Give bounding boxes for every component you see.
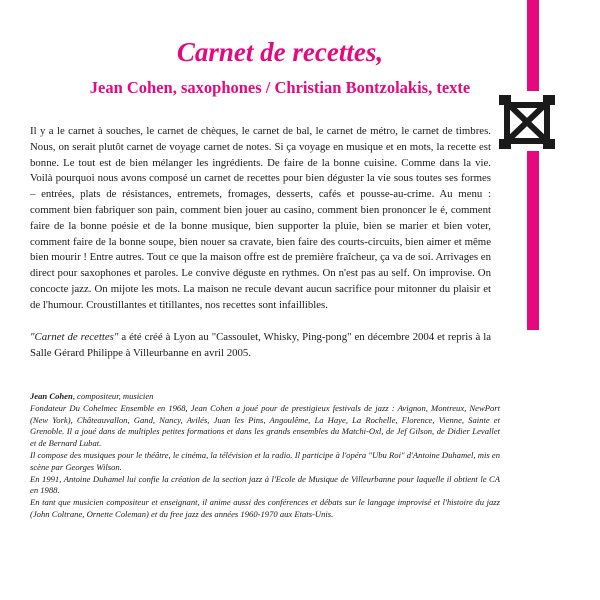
bio-paragraph: Il compose des musiques pour le théâtre, le cinéma, la télévision et la radio. Il participe à l'opéra "Ubu Roi" d'Antoine Duhamel, mis en scène par Georges Wilson. xyxy=(30,449,500,472)
creation-credit xyxy=(30,330,491,362)
bio-paragraph: En tant que musicien compositeur et enseignant, il anime aussi des conférences et débats sur le langage improvisé et l'histoire du jazz (John Coltrane, Ornette Coleman) et du free jazz des années 1960-1970 aux Etats-Unis. xyxy=(30,497,500,519)
bio-paragraph: En 1991, Antoine Duhamel lui confie la création de la section jazz à l'Ecole de Musique de Villeurbanne pour laquelle il obtient le CA en 1988. xyxy=(30,473,500,496)
bio-name: Jean Cohen xyxy=(30,391,73,401)
crossed-square-knot-icon xyxy=(497,91,557,151)
page-title: Carnet de recettes, xyxy=(176,37,384,67)
biography xyxy=(30,391,500,521)
description-paragraph: Il y a le carnet à souches, le carnet de chèques, le carnet de bal, le carnet de métro, le carnet de timbres. Nous, on serait plutôt carnet de voyage carnet de notes. Si ça voyage en musique et en mots, la recette est bonne. Le tout est de bien mélanger les ingrédients. De faire de la bonne cuisine. Comme dans la vie. Voilà pourquoi nous avons composé un carnet de recettes pour bien déguster la vie sous toutes ses formes – entrées, plats de résistances, entremets, fromages, desserts, cafés et pousse-au-crime. Au menu : comment bien fabriquer son pain, comment bien jouer au casino, comment bien prononcer le é, comment faire de la bonne poésie et de la bonne musique, bien supporter la pluie, bien se marier et bien voter, comment faire de la bonne soupe, bien nouer sa cravate, bien faire des courts-circuits, bien aimer et même bien mourir ! Entre autres. Tout ce que la maison offre est de première fraîcheur, ça va de soi. Arrivages en direct pour saxophones et paroles. Le convive déguste en rythmes. On n'est pas au self. On improvise. On concocte jazz. On mijote les mots. La maison ne recule devant aucun sacrifice pour mitonner du plaisir et de l'humour. Croustillantes et titillantes, nos recettes sont infaillibles. xyxy=(30,125,491,311)
bio-paragraph: Fondateur Du Cohelmec Ensemble en 1968, Jean Cohen a joué pour de prestigieux festivals de jazz : Avignon, Montreux, NewPort (New York), Châteauvallon, Gand, Nancy, Avilés, Juan les Pins, Angoulême, La Haye, La Rochelle, Florence, Vienne, Sainte et Grenoble. Il a joué dans de multiples petites formations et dans les grands ensembles du Matchi-Oxl, de Jef Gilson, de Didier Levallet et de Bernard Lubat. xyxy=(30,402,500,449)
page-subtitle: Jean Cohen, saxophones / Christian Bontzolakis, texte xyxy=(89,78,471,97)
bio-heading xyxy=(30,391,500,403)
credit-text: a été créé à Lyon au "Cassoulet, Whisky, Ping-pong" en décembre 2004 et repris à la Salle Gérard Philippe à Villeurbanne en avril 2005. xyxy=(30,331,492,359)
bio-role: , compositeur, musicien xyxy=(72,391,154,401)
credit-title: "Carnet de recettes" xyxy=(30,331,119,343)
